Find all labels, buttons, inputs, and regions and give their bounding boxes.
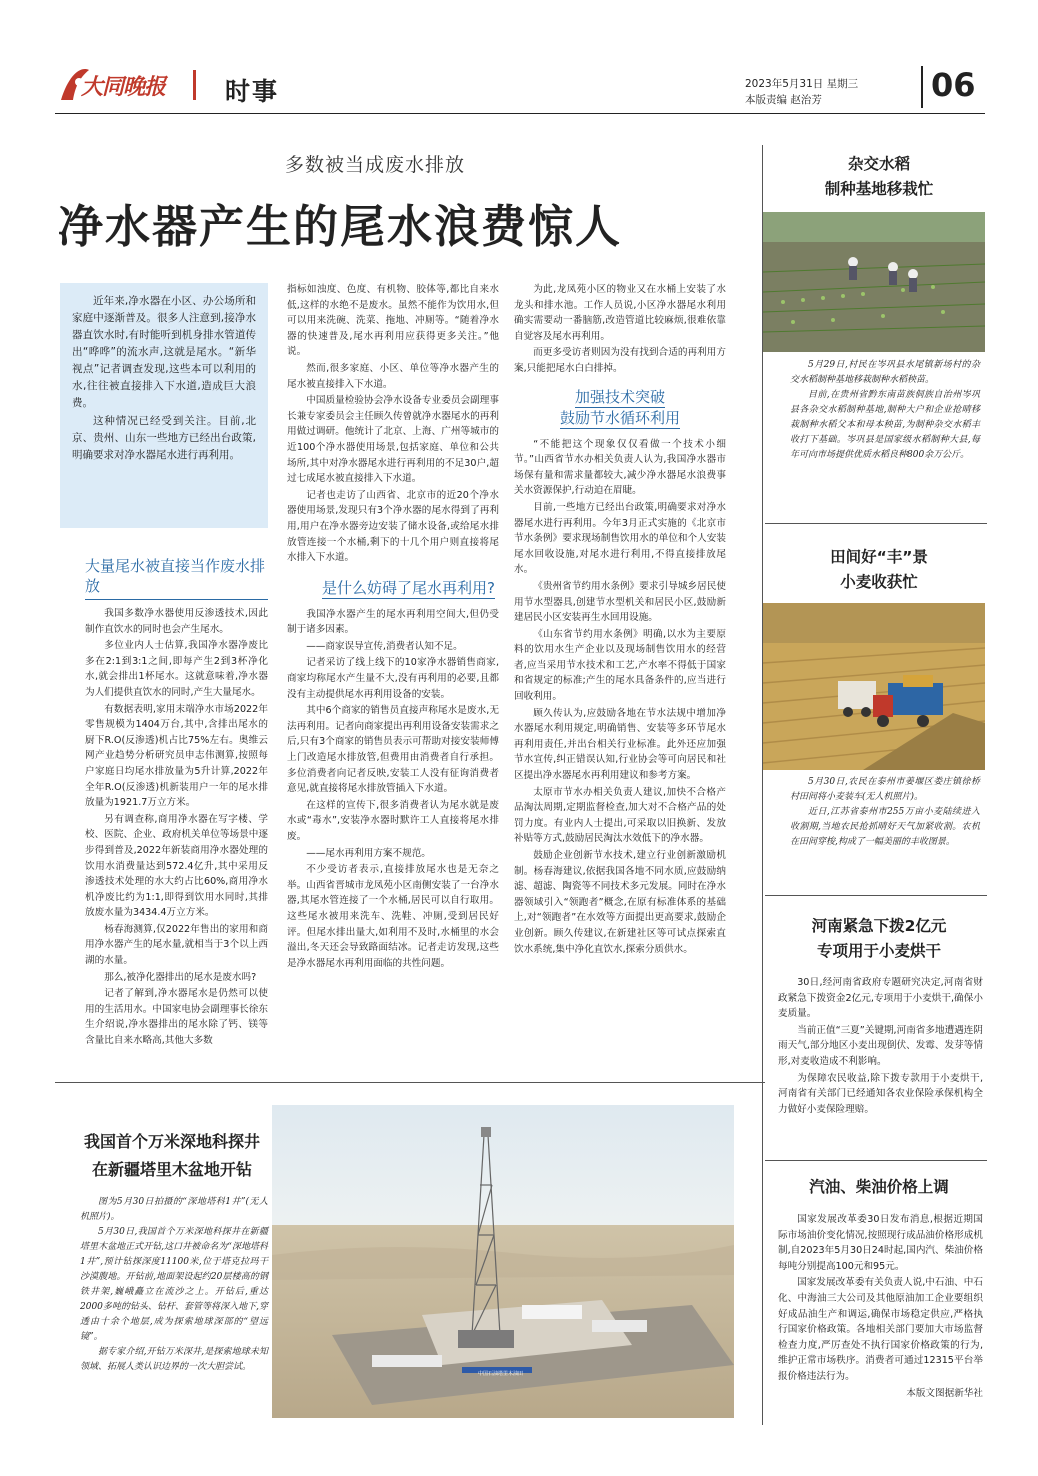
subhead-2-text: 是什么妨碍了尾水再利用? bbox=[322, 578, 495, 597]
article-para: 当前正值“三夏”关键期,河南省多地遭遇连阴雨天气,部分地区小麦出现倒伏、发霉、发芽等情形,对麦收造成不利影响。 bbox=[778, 1024, 983, 1067]
article-para: 太原市节水办相关负责人建议,加快不合格产品淘汰周期,定期监督检查,加大对不合格产品的处罚力度。有业内人士提出,可采取以旧换新、发放补贴等方式,鼓励居民淘汰水效低下的净水器。 bbox=[514, 786, 726, 845]
article-para: 杨春海测算,仅2022年售出的家用和商用净水器产生的尾水量,就相当于3个以上西湖的水量。 bbox=[85, 923, 268, 967]
article-para: 另有调查称,商用净水器在写字楼、学校、医院、企业、政府机关单位等场景中逐步得到普及,2022年新装商用净水器处理的饮用水消费量达到572.4亿升,其中采用反渗透技术处理的水大约占比60%,商用净水机净废比约为1:1,即得到饮用水同时,其排放废水量为3434.4万立方米。 bbox=[85, 813, 268, 919]
article-para: 记者采访了线上线下的10家净水器销售商家,商家均称尾水产生量不大,没有再利用的必要,且都没有主动提供尾水再利用设备的安装。 bbox=[287, 657, 499, 700]
caption-para: 5月30日,农民在泰州市姜堰区娄庄镇徐桥村田间将小麦装车(无人机照片)。 bbox=[790, 777, 980, 802]
section-divider bbox=[55, 1082, 765, 1083]
article-para: 鼓励企业创新节水技术,建立行业创新激励机制。杨春海建议,依据我国各地不同水质,应鼓励纳滤、超滤、陶瓷等不同技术多元发展。同时在净水器领域引入“领跑者”概念,在原有标准体系的基础上,对“领跑者”在水效等方面提出更高要求,鼓励企业创新。顾久传建议,在新建社区等可试点探索直饮水系统,集中净化直饮水,探索分质供水。 bbox=[514, 850, 726, 955]
subhead-3 bbox=[514, 387, 726, 429]
article-column-3 bbox=[514, 282, 726, 958]
logo bbox=[59, 64, 177, 104]
masthead-rule bbox=[55, 113, 985, 114]
issue-date: 2023年5月31日 星期三 bbox=[745, 78, 859, 90]
article-para: 然而,很多家庭、小区、单位等净水器产生的尾水被直接排入下水道。 bbox=[287, 362, 499, 390]
wheat-photo-image bbox=[763, 603, 985, 770]
article-para: 指标如浊度、色度、有机物、胶体等,都比自来水低,这样的水绝不是废水。虽然不能作为饮用水,但可以用来洗碗、洗菜、拖地、冲厕等。“随着净水器的快速普及,尾水再利用应获得更多关注。”他说。 bbox=[287, 284, 499, 358]
article-para: 记者了解到,净水器尾水是仍然可以使用的生活用水。中国家电协会副理事长徐东生介绍说,净水器排出的尾水除了钙、镁等含量比自来水略高,其他大多数 bbox=[85, 988, 268, 1047]
caption-para: 目前,在贵州省黔东南苗族侗族自治州岑巩县各杂交水稻制种基地,制种大户和企业抢晴移栽制种水稻父本和母本秧苗,为制种杂交水稻丰收打下基础。岑巩县是国家级水稻制种大县,每年可向市场提供优质水稻良种800余万公斤。 bbox=[790, 390, 980, 460]
article-para: 不少受访者表示,直接排放尾水也是无奈之举。山西省晋城市龙凤苑小区南侧安装了一台净水器,其尾水管连接了一个水桶,居民可以自行取用。这些尾水被用来洗车、洗鞋、冲厕,受到居民好评。但尾水排出量大,如利用不及时,水桶里的水会溢出,冬天还会导致路面结冰。记者走访发现,这些是净水器尾水再利用面临的共性问题。 bbox=[287, 864, 499, 969]
rice-photo bbox=[763, 212, 985, 352]
wheat-title-line-2: 小麦收获忙 bbox=[840, 573, 918, 591]
article-para: 有数据表明,家用末端净水市场2022年零售规模为1404万台,其中,含排出尾水的厨下R.O(反渗透)机占比75%左右。奥维云网产业趋势分析研究员申志伟测算,按照每户家庭日均尾水排放量为5升计算,2022年全年R.O(反渗透)机新装用户一年的尾水排放量为1921.7万立方米。 bbox=[85, 703, 268, 809]
drill-title-line-1: 我国首个万米深地科探井 bbox=[83, 1132, 260, 1151]
article-para: 其中6个商家的销售员直接声称尾水是废水,无法再利用。记者向商家提出再利用设备安装需求之后,只有3个商家的销售员表示可帮助对接安装师傅上门改造尾水排放管,但费用由消费者自行承担。多位消费者向记者反映,安装工人没有征询消费者意见,就直接将尾水排放管插入下水道。 bbox=[287, 705, 499, 795]
article-para: 我国净水器产生的尾水再利用空间大,但仍受制于诸多因素。 bbox=[287, 608, 499, 636]
article-para: ——尾水再利用方案不规范。 bbox=[306, 847, 431, 859]
article-para: 国家发展改革委有关负责人说,中石油、中石化、中海油三大公司及其他原油加工企业要组织好成品油生产和调运,确保市场稳定供应,严格执行国家价格政策。各地相关部门要加大市场监督检查力度,严厉查处不执行国家价格政策的行为,维护正常市场秩序。消费者可通过12315平台举报价格违法行为。 bbox=[778, 1277, 983, 1382]
article-column-1 bbox=[85, 606, 268, 1050]
subhead-1-text: 大量尾水被直接当作废水排放 bbox=[85, 557, 266, 595]
article-para: 我国多数净水器使用反渗透技术,因此制作直饮水的同时也会产生尾水。 bbox=[85, 608, 268, 635]
logo-text: 大同晚报 bbox=[81, 74, 166, 100]
rice-caption bbox=[790, 358, 980, 463]
article-para: 多位业内人士估算,我国净水器净废比多在2:1到3:1之间,即每产生2到3杯净化水,就会排出1杯尾水。这就意味着,净水器为人们提供直饮水的同时,产生大量尾水。 bbox=[85, 640, 268, 698]
henan-body bbox=[778, 975, 983, 1118]
source-line: 本版文图据新华社 bbox=[906, 1387, 983, 1399]
page-editor: 本版责编 赵治芳 bbox=[745, 94, 822, 106]
wheat-title-line-1: 田间好“丰”景 bbox=[830, 548, 928, 566]
article-para: ——商家误导宣传,消费者认知不足。 bbox=[306, 640, 463, 652]
wheat-title bbox=[768, 545, 990, 595]
masthead bbox=[55, 62, 985, 112]
drill-photo-label: 中国石油塔里木油田 bbox=[478, 1371, 524, 1377]
wheat-caption bbox=[790, 775, 980, 850]
drill-photo bbox=[272, 1105, 734, 1418]
wheat-photo bbox=[763, 603, 985, 770]
rice-title-line-2: 制种基地移栽忙 bbox=[824, 180, 934, 198]
drill-title bbox=[58, 1128, 286, 1184]
intro-para: 近年来,净水器在小区、办公场所和家庭中逐渐普及。很多人注意到,接净水器直饮水时,有时能听到机身排水管道传出“哗哗”的流水声,这就是尾水。“新华视点”记者调查发现,这些本可以利用的水,往往被直接排入下水道,造成巨大浪费。 bbox=[72, 295, 256, 409]
intro-box bbox=[60, 283, 268, 528]
article-para: 顾久传认为,应鼓励各地在节水法规中增加净水器尾水利用规定,明确销售、安装等多环节尾水再利用责任,并出台相关行业标准。此外还应加强节水宣传,纠正错误认知,行业协会等可向居民和社区提出净水器尾水再利用建议和参考方案。 bbox=[514, 707, 726, 782]
drill-title-line-2: 在新疆塔里木盆地开钻 bbox=[91, 1160, 252, 1179]
article-para: “不能把这个现象仅仅看做一个技术小细节。”山西省节水办相关负责人认为,我国净水器市场保有量和需求量都较大,减少净水器尾水浪费事关水资源保护,行动迫在眉睫。 bbox=[514, 438, 726, 497]
drill-caption bbox=[80, 1195, 268, 1375]
subhead-3-line-1: 加强技术突破 bbox=[574, 387, 665, 406]
rice-title-line-1: 杂交水稻 bbox=[847, 155, 910, 173]
subhead-1 bbox=[85, 556, 270, 596]
section-label bbox=[193, 70, 196, 100]
rice-photo-image bbox=[763, 212, 985, 352]
henan-title bbox=[768, 914, 990, 964]
caption-para: 5月30日,我国首个万米深地科探井在新疆塔里木盆地正式开钻,这口井被命名为“深地塔科1井”,预计钻探深度11100米,位于塔克拉玛干沙漠腹地。开钻前,地面架设起约20层楼高的钢铁井架,巍峨矗立在流沙之上。开钻后,重达2000多吨的钻头、钻杆、套管等将深入地下,穿透由十余个地层,成为探索地球深部的“望远镜”。 bbox=[80, 1227, 268, 1342]
article-para: 为保障农民收益,除下拨专款用于小麦烘干,河南省有关部门已经通知各农业保险承保机构全力做好小麦保险理赔。 bbox=[778, 1072, 983, 1115]
article-para: 那么,被净化器排出的尾水是废水吗? bbox=[104, 971, 257, 983]
article-para: 《山东省节约用水条例》明确,以水为主要原料的饮用水生产企业以及现场制售饮用水的经营者,应当采用节水技术和工艺,产水率不得低于国家和省规定的标准;产生的尾水具备条件的,应当进行回收利用。 bbox=[514, 628, 726, 703]
article-para: 中国质量检验协会净水设备专业委员会副理事长兼专家委员会主任顾久传曾就净水器尾水的再利用做过调研。他统计了北京、上海、广州等城市的近100个净水器使用场景,包括家庭、单位和公共场所,其中对净水器尾水进行再利用的不足30户,超过七成尾水被直接排入下水道。 bbox=[287, 395, 499, 485]
article-para: 而更多受访者则因为没有找到合适的再利用方案,只能把尾水白白排掉。 bbox=[514, 347, 726, 374]
page-number: 06 bbox=[931, 66, 976, 104]
subhead-3-line-2: 鼓励节水循环利用 bbox=[559, 408, 680, 427]
caption-para: 图为5月30日拍摄的“深地塔科1井”(无人机照片)。 bbox=[80, 1197, 268, 1222]
caption-para: 5月29日,村民在岑巩县水尾镇新场村的杂交水稻制种基地移栽制种水稻秧苗。 bbox=[790, 360, 980, 385]
subhead-2 bbox=[287, 578, 499, 599]
article-para: 目前,一些地方已经出台政策,明确要求对净水器尾水进行再利用。今年3月正式实施的《北京市节水条例》要求现场制售饮用水的单位和个人安装尾水回收设施,对尾水进行利用,不得直接排放尾水。 bbox=[514, 501, 726, 576]
fuel-body bbox=[778, 1212, 983, 1402]
article-para: 为此,龙凤苑小区的物业又在水桶上安装了水龙头和排水池。工作人员说,小区净水器尾水利用确实需要动一番脑筋,改造管道比较麻烦,很难依靠自觉容及尾水再利用。 bbox=[514, 284, 726, 342]
article-column-2 bbox=[287, 282, 499, 972]
rice-title bbox=[768, 152, 990, 202]
article-para: 国家发展改革委30日发布消息,根据近期国际市场油价变化情况,按照现行成品油价格形成机制,自2023年5月30日24时起,国内汽、柴油价格每吨分别提高100元和95元。 bbox=[778, 1214, 983, 1272]
kicker: 多数被当成废水排放 bbox=[285, 154, 466, 176]
fuel-title: 汽油、柴油价格上调 bbox=[809, 1178, 949, 1196]
intro-para: 这种情况已经受到关注。目前,北京、贵州、山东一些地方已经出台政策,明确要求对净水器尾水进行再利用。 bbox=[72, 415, 256, 461]
section-title: 时事 bbox=[225, 77, 280, 106]
article-para: 《贵州省节约用水条例》要求引导城乡居民使用节水型器具,创建节水型机关和居民小区,鼓励新建居民小区安装再生水回用设施。 bbox=[514, 580, 726, 624]
article-para: 记者也走访了山西省、北京市的近20个净水器使用场景,发现只有3个净水器的尾水得到了再利用,用户在净水器旁边安装了储水设备,或给尾水排放管连接一个水桶,剩下的十几个用户则直接将尾水排入下水道。 bbox=[287, 489, 499, 564]
article-para: 在这样的宣传下,很多消费者认为尾水就是废水或“毒水”,安装净水器时默许工人直接将尾水排废。 bbox=[287, 799, 499, 842]
drill-photo-image bbox=[272, 1105, 734, 1418]
caption-para: 近日,江苏省泰州市255万亩小麦陆续进入收割期,当地农民抢抓晴好天气加紧收割。农机在田间穿梭,构成了一幅美丽的丰收图景。 bbox=[790, 807, 980, 847]
henan-title-line-2: 专项用于小麦烘干 bbox=[816, 942, 941, 960]
headline: 净水器产生的尾水浪费惊人 bbox=[58, 200, 623, 253]
henan-title-line-1: 河南紧急下拨2亿元 bbox=[811, 917, 947, 935]
caption-para: 据专家介绍,开钻万米深井,是探索地球未知领域、拓展人类认识边界的一次大胆尝试。 bbox=[80, 1347, 268, 1372]
article-para: 30日,经河南省政府专题研究决定,河南省财政紧急下拨资金2亿元,专项用于小麦烘干,确保小麦质量。 bbox=[778, 977, 983, 1020]
